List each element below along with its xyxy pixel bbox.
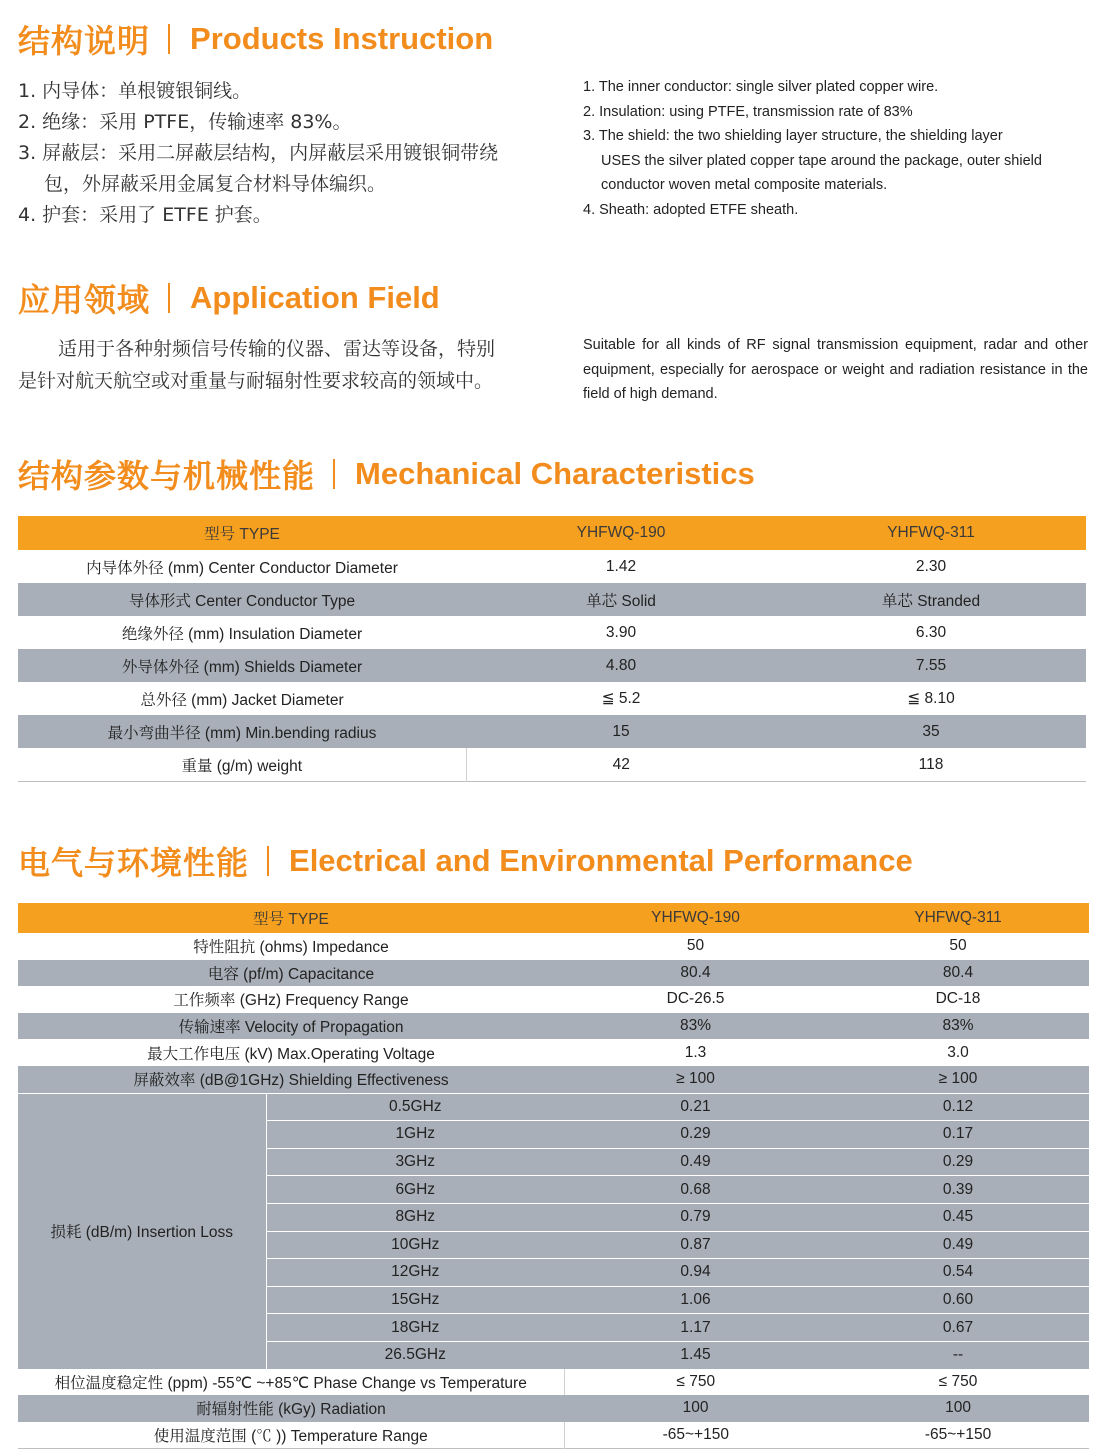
section-title-en: Application Field — [190, 280, 440, 315]
table-cell: 3.0 — [827, 1039, 1089, 1066]
heading-divider — [333, 459, 335, 489]
table-row — [18, 1369, 1089, 1396]
table-cell: 0.68 — [564, 1176, 827, 1204]
table-cell: 0.29 — [827, 1148, 1089, 1176]
section-title-en: Products Instruction — [190, 21, 494, 56]
row-label: 外导体外径 (mm) Shields Diameter — [18, 649, 466, 682]
table-cell: 1.3 — [564, 1039, 827, 1066]
row-label: 导体形式 Center Conductor Type — [18, 583, 466, 616]
section-heading-electrical — [18, 838, 913, 884]
table-row — [18, 616, 1086, 649]
table-cell: 0.67 — [827, 1314, 1089, 1342]
frequency-cell: 3GHz — [266, 1148, 564, 1176]
table-row — [18, 748, 1086, 782]
list-item: 2. 绝缘：采用 PTFE，传输速率 83%。 — [18, 111, 352, 133]
row-label: 绝缘外径 (mm) Insulation Diameter — [18, 616, 466, 649]
table-cell: ≦ 5.2 — [466, 682, 776, 715]
table-cell: 0.87 — [564, 1231, 827, 1259]
table-row — [18, 960, 1089, 987]
list-item: 4. Sheath: adopted ETFE sheath. — [583, 201, 799, 218]
table-cell: 1.42 — [466, 550, 776, 583]
table-cell: 100 — [564, 1395, 827, 1422]
row-label: 电容 (pf/m) Capacitance — [18, 960, 564, 987]
table-cell: 83% — [564, 1013, 827, 1040]
section-title-en: Electrical and Environmental Performance — [289, 843, 913, 878]
table-cell: 单芯 Solid — [466, 583, 776, 616]
heading-divider — [267, 846, 269, 876]
table-cell: ≥ 100 — [827, 1066, 1089, 1093]
application-cn-line: 适用于各种射频信号传输的仪器、雷达等设备，特别 — [58, 338, 496, 360]
frequency-cell: 10GHz — [266, 1231, 564, 1259]
frequency-cell: 12GHz — [266, 1259, 564, 1287]
table-cell: 0.79 — [564, 1203, 827, 1231]
list-item: USES the silver plated copper tape around the package, outer shield — [601, 152, 1042, 169]
row-label: 总外径 (mm) Jacket Diameter — [18, 682, 466, 715]
frequency-cell: 6GHz — [266, 1176, 564, 1204]
frequency-cell: 15GHz — [266, 1286, 564, 1314]
table-cell: 35 — [776, 715, 1086, 748]
products-en-list — [583, 75, 1088, 222]
row-label: 相位温度稳定性 (ppm) -55℃ ~+85℃ Phase Change vs Temperature — [18, 1369, 564, 1396]
table-cell: ≦ 8.10 — [776, 682, 1086, 715]
electrical-table — [18, 903, 1089, 1449]
table-cell: 0.17 — [827, 1121, 1089, 1149]
frequency-cell: 0.5GHz — [266, 1093, 564, 1121]
table-row — [18, 1093, 1089, 1121]
section-title-cn: 结构参数与机械性能 — [18, 457, 316, 495]
table-cell: 80.4 — [827, 960, 1089, 987]
row-label: 内导体外径 (mm) Center Conductor Diameter — [18, 550, 466, 583]
table-cell: 0.49 — [827, 1231, 1089, 1259]
list-item: 4. 护套：采用了 ETFE 护套。 — [18, 204, 272, 226]
table-cell: 0.21 — [564, 1093, 827, 1121]
row-label: 最大工作电压 (kV) Max.Operating Voltage — [18, 1039, 564, 1066]
table-cell: 42 — [466, 748, 776, 782]
section-title-cn: 应用领域 — [18, 281, 151, 319]
list-item: 2. Insulation: using PTFE, transmission rate of 83% — [583, 103, 913, 120]
table-cell: 50 — [564, 933, 827, 960]
table-cell: 0.60 — [827, 1286, 1089, 1314]
table-cell: 0.12 — [827, 1093, 1089, 1121]
table-row — [18, 550, 1086, 583]
heading-divider — [168, 283, 170, 313]
frequency-cell: 8GHz — [266, 1203, 564, 1231]
list-item: 3. 屏蔽层：采用二屏蔽层结构，内屏蔽层采用镀银铜带绕 — [18, 142, 499, 164]
table-row — [18, 1066, 1089, 1093]
table-cell: ≤ 750 — [827, 1369, 1089, 1396]
application-cn-text — [18, 333, 538, 397]
section-heading-mechanical — [18, 451, 755, 497]
application-cn-line: 是针对航天航空或对重量与耐辐射性要求较高的领域中。 — [18, 370, 494, 392]
table-cell: 15 — [466, 715, 776, 748]
row-label: 工作频率 (GHz) Frequency Range — [18, 986, 564, 1013]
insertion-loss-label: 损耗 (dB/m) Insertion Loss — [18, 1093, 266, 1368]
table-cell: -65~+150 — [564, 1422, 827, 1449]
section-heading-application — [18, 275, 440, 321]
table-cell: ≥ 100 — [564, 1066, 827, 1093]
header-cell: 型号 TYPE — [18, 903, 564, 933]
table-cell: -- — [827, 1341, 1089, 1368]
row-label: 传输速率 Velocity of Propagation — [18, 1013, 564, 1040]
table-cell: 0.94 — [564, 1259, 827, 1287]
list-item: 包，外屏蔽采用金属复合材料导体编织。 — [44, 173, 387, 195]
row-label: 屏蔽效率 (dB@1GHz) Shielding Effectiveness — [18, 1066, 564, 1093]
table-cell: 7.55 — [776, 649, 1086, 682]
table-cell: -65~+150 — [827, 1422, 1089, 1449]
table-cell: 6.30 — [776, 616, 1086, 649]
table-cell: 83% — [827, 1013, 1089, 1040]
table-header-row — [18, 903, 1089, 933]
table-cell: DC-26.5 — [564, 986, 827, 1013]
table-cell: 3.90 — [466, 616, 776, 649]
table-cell: 0.45 — [827, 1203, 1089, 1231]
table-header-row — [18, 516, 1086, 550]
table-cell: 2.30 — [776, 550, 1086, 583]
table-cell: 0.54 — [827, 1259, 1089, 1287]
table-row — [18, 1013, 1089, 1040]
frequency-cell: 26.5GHz — [266, 1341, 564, 1368]
section-heading-products — [18, 16, 493, 62]
table-row — [18, 715, 1086, 748]
frequency-cell: 18GHz — [266, 1314, 564, 1342]
heading-divider — [168, 24, 170, 54]
row-label: 最小弯曲半径 (mm) Min.bending radius — [18, 715, 466, 748]
list-item: conductor woven metal composite materials. — [601, 177, 888, 193]
table-cell: 118 — [776, 748, 1086, 782]
row-label: 特性阻抗 (ohms) Impedance — [18, 933, 564, 960]
row-label: 使用温度范围 (℃ )) Temperature Range — [18, 1422, 564, 1449]
table-row — [18, 649, 1086, 682]
table-cell: 0.39 — [827, 1176, 1089, 1204]
mechanical-table — [18, 516, 1086, 782]
table-cell: 4.80 — [466, 649, 776, 682]
table-cell: 80.4 — [564, 960, 827, 987]
header-cell: YHFWQ-190 — [466, 516, 776, 550]
row-label: 重量 (g/m) weight — [18, 748, 466, 782]
application-en-text: Suitable for all kinds of RF signal transmission equipment, radar and other equipment, especially for aerospace or weight and radiation resistance in the field of high demand. — [583, 337, 1088, 402]
row-label: 耐辐射性能 (kGy) Radiation — [18, 1395, 564, 1422]
header-cell: 型号 TYPE — [18, 516, 466, 550]
list-item: 1. The inner conductor: single silver plated copper wire. — [583, 79, 939, 95]
table-cell: DC-18 — [827, 986, 1089, 1013]
table-cell: 0.29 — [564, 1121, 827, 1149]
table-row — [18, 1395, 1089, 1422]
section-title-en: Mechanical Characteristics — [355, 456, 755, 491]
table-cell: 1.45 — [564, 1341, 827, 1368]
section-title-cn: 电气与环境性能 — [18, 844, 250, 882]
products-cn-list — [18, 76, 538, 231]
list-item: 1. 内导体：单根镀银铜线。 — [18, 80, 252, 102]
header-cell: YHFWQ-311 — [827, 903, 1089, 933]
table-row — [18, 583, 1086, 616]
table-cell: 单芯 Stranded — [776, 583, 1086, 616]
list-item: 3. The shield: the two shielding layer structure, the shielding layer — [583, 128, 1003, 144]
table-row — [18, 682, 1086, 715]
header-cell: YHFWQ-311 — [776, 516, 1086, 550]
header-cell: YHFWQ-190 — [564, 903, 827, 933]
table-cell: 1.17 — [564, 1314, 827, 1342]
table-cell: 100 — [827, 1395, 1089, 1422]
table-cell: 0.49 — [564, 1148, 827, 1176]
table-row — [18, 1039, 1089, 1066]
frequency-cell: 1GHz — [266, 1121, 564, 1149]
table-cell: ≤ 750 — [564, 1369, 827, 1396]
table-row — [18, 986, 1089, 1013]
table-row — [18, 933, 1089, 960]
table-cell: 1.06 — [564, 1286, 827, 1314]
table-cell: 50 — [827, 933, 1089, 960]
section-title-cn: 结构说明 — [18, 22, 151, 60]
table-row — [18, 1422, 1089, 1449]
